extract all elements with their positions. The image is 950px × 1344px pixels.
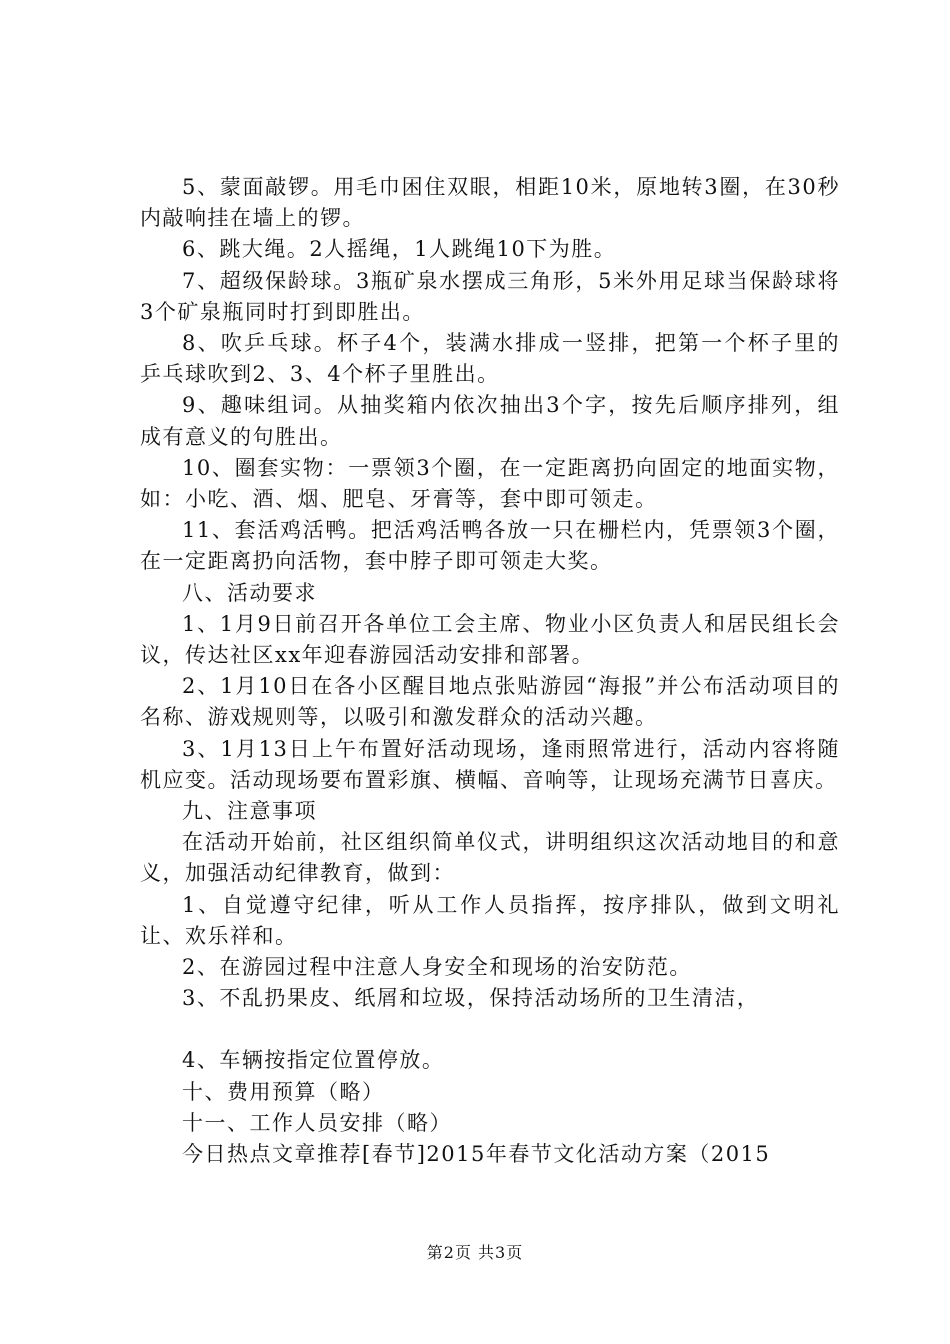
page-number-footer: 第2页 共3页 (426, 1243, 524, 1262)
section-heading-notes: 九、注意事项 (182, 799, 317, 824)
paragraph-item-5: 5、蒙面敲锣。用毛巾困住双眼，相距10米，原地转3圈，在30秒内敲响挂在墙上的锣。 (140, 175, 840, 231)
hot-article-recommendation: 今日热点文章推荐[春节]2015年春节文化活动方案（2015 (182, 1142, 771, 1167)
document-body (140, 172, 840, 1170)
notes-intro: 在活动开始前，社区组织简单仪式，讲明组织这次活动地目的和意义，加强活动纪律教育，做到： (140, 830, 840, 886)
notes-item-2: 2、在游园过程中注意人身安全和现场的治安防范。 (182, 955, 692, 980)
notes-item-3: 3、不乱扔果皮、纸屑和垃圾，保持活动场所的卫生清洁， (182, 986, 760, 1011)
paragraph-item-6: 6、跳大绳。2人摇绳，1人跳绳10下为胜。 (182, 237, 617, 262)
section-heading-budget: 十、费用预算（略） (182, 1079, 385, 1104)
paragraph-item-9: 9、趣味组词。从抽奖箱内依次抽出3个字，按先后顺序排列，组成有意义的句胜出。 (140, 393, 840, 449)
requirement-item-2: 2、1月10日在各小区醒目地点张贴游园“海报”并公布活动项目的名称、游戏规则等，以吸引和激发群众的活动兴趣。 (140, 674, 840, 730)
section-heading-requirements: 八、活动要求 (182, 580, 317, 605)
paragraph-item-11: 11、套活鸡活鸭。把活鸡活鸭各放一只在栅栏内，凭票领3个圈，在一定距离扔向活物，套中脖子即可领走大奖。 (140, 518, 840, 574)
paragraph-item-8: 8、吹乒乓球。杯子4个，装满水排成一竖排，把第一个杯子里的乒乓球吹到2、3、4个杯子里胜出。 (140, 331, 840, 387)
notes-item-1: 1、自觉遵守纪律，听从工作人员指挥，按序排队，做到文明礼让、欢乐祥和。 (140, 892, 840, 948)
paragraph-item-7: 7、超级保龄球。3瓶矿泉水摆成三角形，5米外用足球当保龄球将3个矿泉瓶同时打到即胜出。 (140, 268, 840, 324)
requirement-item-3: 3、1月13日上午布置好活动现场，逢雨照常进行，活动内容将随机应变。活动现场要布置彩旗、横幅、音响等，让现场充满节日喜庆。 (140, 736, 840, 792)
notes-item-4: 4、车辆按指定位置停放。 (182, 1048, 445, 1073)
blank-line (140, 1014, 840, 1045)
paragraph-item-10: 10、圈套实物：一票领3个圈，在一定距离扔向固定的地面实物，如：小吃、酒、烟、肥皂、牙膏等，套中即可领走。 (140, 455, 840, 512)
requirement-item-1: 1、1月9日前召开各单位工会主席、物业小区负责人和居民组长会议，传达社区xx年迎春游园活动安排和部署。 (140, 611, 840, 668)
section-heading-staff: 十一、工作人员安排（略） (182, 1110, 452, 1135)
